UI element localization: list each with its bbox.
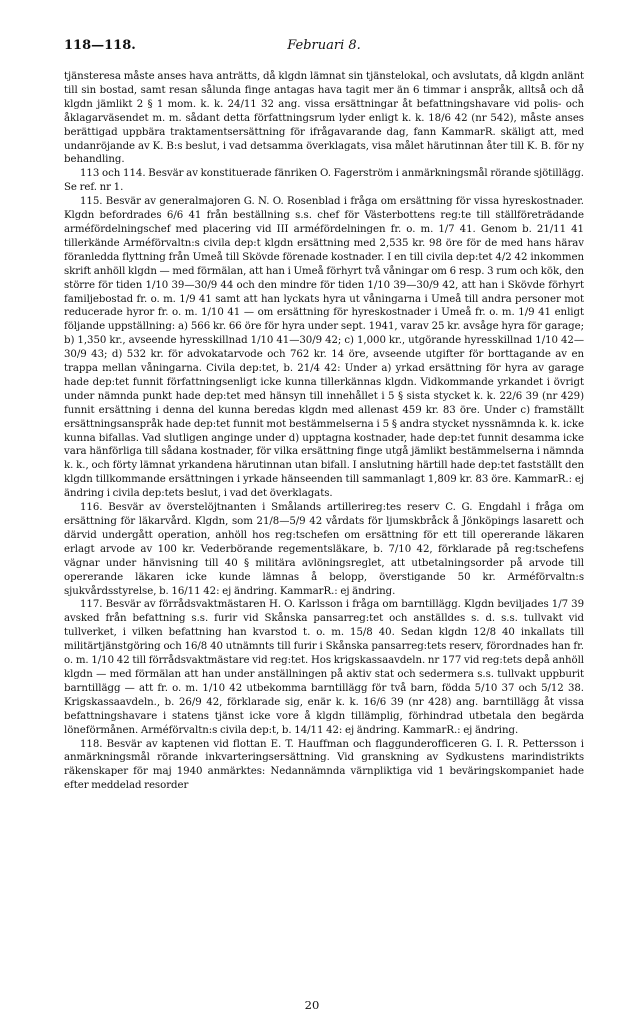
paragraph-case-113-114: 113 och 114. Besvär av konstituerade fänriken O. Fagerström i anmärkningsmål rörande sjötillägg. Se ref. nr 1. [64,168,584,194]
case-number-range: 118—118. [64,38,136,53]
header-date: Februari 8. [287,38,361,53]
paragraph-case-116: 116. Besvär av överstelöjtnanten i Smålands artillerireg:tes reserv C. G. Engdahl i fråga om ersättning för läkarvård. Klgdn, som 21/8—5/9 42 vårdats för ljumskbråck å Jönköpings lasarett och därvid undergått operation, anhöll hos reg:tschefen om ersättning för ett till opererande läkaren erlagt arvode av 100 kr. Vederbörande regementsläkare, b. 7/10 42, förklarade på reg:tschefens vägnar under hänvisning till 40 § militära avlöningsreglet, att utbetalningsorder på arvode till opererande läkaren icke kunde lämnas å belopp, överstigande 50 kr. Arméförvaltn:s sjukvårdsstyrelse, b. 16/11 42: ej ändring. KammarR.: ej ändring. [64,502,584,597]
page-header [64,38,584,58]
page-number: 20 [304,998,320,1012]
paragraph-case-118: 118. Besvär av kaptenen vid flottan E. T. Hauffman och flaggunderofficeren G. I. R. Pettersson i anmärkningsmål rörande inkvarteringsersättning. Vid granskning av Sydkustens marindistrikts räkenskaper för maj 1940 anmärktes: Nedannämnda värnpliktiga vid 1 beväringskompaniet hade efter meddelad resorder [64,738,584,792]
paragraph-case-115: 115. Besvär av generalmajoren G. N. O. Rosenblad i fråga om ersättning för vissa hyreskostnader. Klgdn befordrades 6/6 41 från beställning s.s. chef för Västerbottens reg:te till ställföreträdande arméfördelningschef med placering vid III arméfördelningen fr. o. m. 1/7 41. Genom b. 21/11 41 tillerkände Arméförvaltn:s civila dep:t klgdn ersättning med 2,535 kr. 98 öre för de med hans härav föranledda flyttning från Umeå till Skövde förenade kostnader. I en till civila dep:tet 4/2 42 inkommen skrift anhöll klgdn — med förmälan, att han i Umeå förhyrt två våningar om 6 resp. 3 rum och kök, den större för tiden 1/10 39—30/9 44 och den mindre för tiden 1/10 39—30/9 42, att han i Skövde förhyrt familjebostad fr. o. m. 1/9 41 samt att han lyckats hyra ut våningarna i Umeå till andra personer mot reducerade hyror fr. o. m. 1/10 41 — om ersättning för hyreskostnader i Umeå fr. o. m. 1/9 41 enligt följande uppställning: a) 566 kr. 66 öre för hyra under sept. 1941, varav 25 kr. avsåge hyra för garage; b) 1,350 kr., avseende hyresskillnad 1/10 41—30/9 42; c) 1,000 kr., utgörande hyresskillnad 1/10 42—30/9 43; d) 532 kr. för advokatarvode och 762 kr. 14 öre, avseende utgifter för borttagande av en trappa mellan våningarna. Civila dep:tet, b. 21/4 42: Under a) yrkad ersättning för hyra av garage hade dep:tet funnit författningsenligt icke kunna tillerkännas klgdn. Vidkommande yrkandet i övrigt under nämnda punkt hade dep:tet med hänsyn till innehållet i 5 § sista stycket k. k. 22/6 39 (nr 429) funnit ersättning i denna del kunna beredas klgdn med allenast 459 kr. 83 öre. Under c) framställt ersättningsanspråk hade dep:tet funnit mot bestämmelserna i 5 § andra stycket nyssnämnda k. k. icke kunna bifallas. Vad slutligen anginge under d) upptagna kostnader, hade dep:tet funnit desamma icke vara hänförliga till sådana kostnader, för vilka ersättning finge utgå jämlikt bestämmelserna i nämnda k. k., och förty lämnat yrkandena härutinnan utan bifall. I anslutning härtill hade dep:tet fastställt den klgdn tillkommande ersättningen i yrkade hänseenden till sammanlagt 1,809 kr. 83 öre. KammarR.: ej ändring i civila dep:tets beslut, i vad det överklagats. [64,196,584,500]
document-body [64,70,584,793]
paragraph-case-117: 117. Besvär av förrådsvaktmästaren H. O. Karlsson i fråga om barntillägg. Klgdn beviljades 1/7 39 avsked från befattning s.s. furir vid Skånska pansarreg:tet och anställdes s. d. s.s. tullvakt vid tullverket, i vilken befattning han kvarstod t. o. m. 15/8 40. Sedan klgdn 12/8 40 inkallats till militärtjänstgöring och 16/8 40 utnämnts till furir i Skånska pansarreg:tets reserv, förordnades han fr. o. m. 1/10 42 till förrådsvaktmästare vid reg:tet. Hos krigskassaavdeln. nr 177 vid reg:tets depå anhöll klgdn — med förmälan att han under anställningen på aktiv stat och sedermera s.s. tullvakt uppburit barntillägg — att fr. o. m. 1/10 42 utbekomma barntillägg för två barn, födda 5/10 37 och 5/12 38. Krigskassaavdeln., b. 26/9 42, förklarade sig, enär k. k. 16/6 39 (nr 428) ang. barntillägg åt vissa befattningshavare i statens tjänst icke vore å klgdn tillämplig, förhindrad utbetala den begärda löneförmånen. Arméförvaltn:s civila dep:t, b. 14/11 42: ej ändring. KammarR.: ej ändring. [64,599,584,736]
paragraph-continuation: tjänsteresa måste anses hava anträtts, då klgdn lämnat sin tjänstelokal, och avslutats, då klgdn anlänt till sin bostad, samt resan sålunda finge antagas hava tagit mer än 6 timmar i anspråk, alltså och då klgdn jämlikt 2 § 1 mom. k. k. 24/11 32 ang. vissa ersättningar åt befattningshavare vid polis- och åklagarväsendet m. m. sådant detta författningsrum lyder enligt k. k. 18/6 42 (nr 542), måste anses berättigad uppbära traktamentsersättning för ifrågavarande dag, fann KammarR. skäligt att, med undanröjande av K. B:s beslut, i vad detsamma överklagats, visa målet härutinnan åter till K. B. för ny behandling. [64,71,584,166]
